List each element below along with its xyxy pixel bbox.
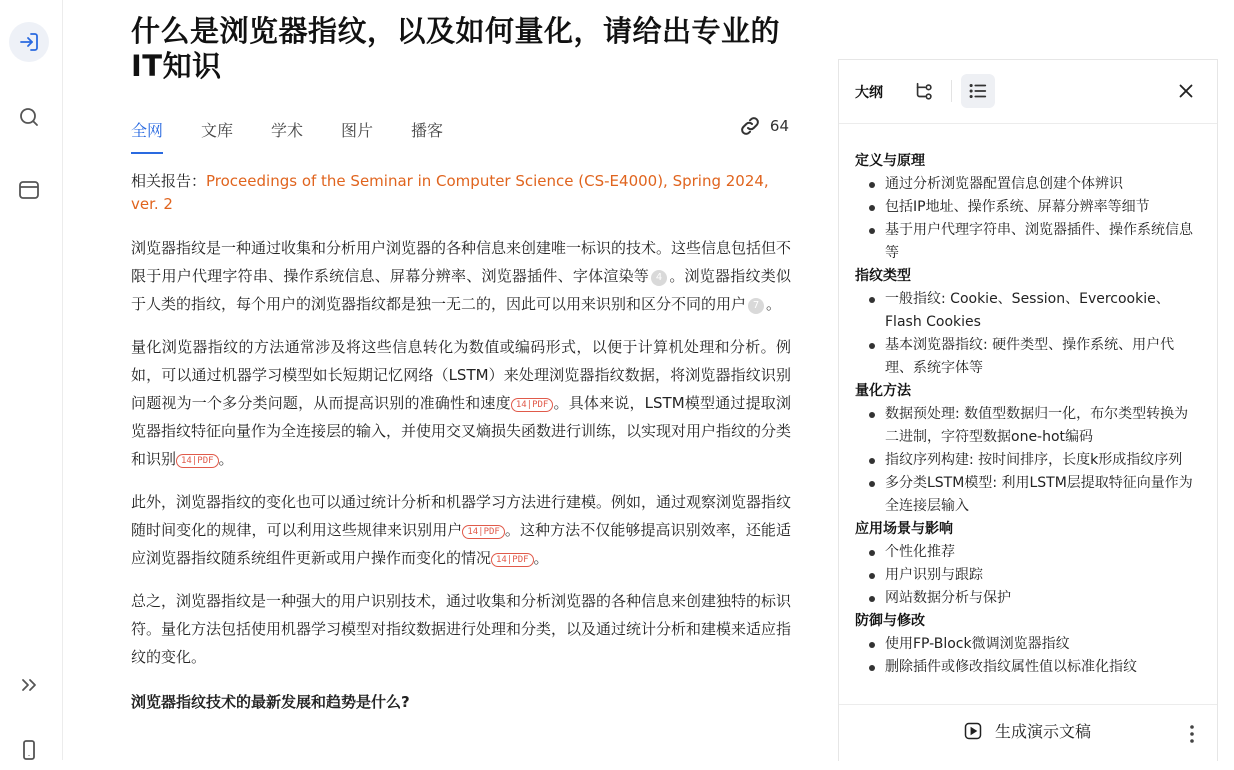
outline-item[interactable]: 个性化推荐 bbox=[855, 541, 1201, 564]
browser-window-icon[interactable] bbox=[9, 170, 49, 210]
outline-item[interactable]: 用户识别与跟踪 bbox=[855, 564, 1201, 587]
outline-panel-footer bbox=[839, 704, 1217, 762]
paragraph-text: 此外，浏览器指纹的变化也可以通过统计分析和机器学习方法进行建模。例如，通过观察浏览器指纹随时间变化的规律，可以利用这些规律来识别用户 bbox=[131, 493, 792, 539]
page-title: 什么是浏览器指纹，以及如何量化，请给出专业的IT知识 bbox=[131, 14, 781, 83]
mobile-icon[interactable] bbox=[9, 730, 49, 770]
list-outline-icon[interactable] bbox=[961, 74, 995, 108]
expand-icon[interactable] bbox=[9, 665, 49, 705]
paragraph-text: 。 bbox=[218, 450, 234, 468]
paragraph-text: 。这种方法不仅能够提高识别效率，还能适应浏览器指纹随系统组件更新或用户操作而变化的情况 bbox=[131, 521, 791, 567]
source-count: 64 bbox=[769, 117, 789, 135]
outline-section-heading[interactable]: 防御与修改 bbox=[855, 613, 925, 629]
paragraph-text: 量化浏览器指纹的方法通常涉及将这些信息转化为数值或编码形式，以便于计算机处理和分析。例如，可以通过机器学习模型如长短期记忆网络（LSTM）来处理浏览器指纹数据，将浏览器指纹识别问题视为一个多分类问题，从而提高识别的准确性和速度 bbox=[131, 338, 791, 412]
tab-library[interactable]: 文库 bbox=[201, 121, 234, 140]
pdf-citation-badge[interactable]: 14|PDF bbox=[491, 553, 534, 567]
outline-panel-header bbox=[839, 60, 1217, 124]
tab-podcast[interactable]: 播客 bbox=[411, 121, 444, 140]
outline-item[interactable]: 指纹序列构建: 按时间排序，长度k形成指纹序列 bbox=[855, 449, 1201, 472]
paragraph-summary: 总之，浏览器指纹是一种强大的用户识别技术，通过收集和分析浏览器的各种信息来创建独特的标识符。量化方法包括使用机器学习模型对指纹数据进行处理和分类，以及通过统计分析和建模来适应指纹的变化。 bbox=[131, 592, 792, 666]
outline-item[interactable]: 包括IP地址、操作系统、屏幕分辨率等细节 bbox=[855, 196, 1201, 219]
outline-section-heading[interactable]: 定义与原理 bbox=[855, 153, 925, 169]
outline-item[interactable]: 数据预处理: 数值型数据归一化，布尔类型转换为二进制，字符型数据one-hot编码 bbox=[855, 403, 1201, 449]
outline-item[interactable]: 删除插件或修改指纹属性值以标准化指纹 bbox=[855, 656, 1201, 679]
sources-button[interactable] bbox=[738, 114, 789, 138]
outline-panel bbox=[838, 59, 1218, 761]
generate-presentation-label: 生成演示文稿 bbox=[995, 722, 1092, 741]
mindmap-icon[interactable] bbox=[907, 74, 941, 108]
tab-images[interactable]: 图片 bbox=[341, 121, 374, 140]
left-rail bbox=[0, 0, 63, 760]
presentation-play-icon bbox=[963, 721, 983, 741]
related-report bbox=[131, 170, 791, 216]
close-icon[interactable] bbox=[1169, 74, 1203, 108]
outline-item[interactable]: 通过分析浏览器配置信息创建个体辨识 bbox=[855, 173, 1201, 196]
outline-list bbox=[855, 150, 1201, 679]
outline-item[interactable]: 基于用户代理字符串、浏览器插件、操作系统信息等 bbox=[855, 219, 1201, 265]
tab-academic[interactable]: 学术 bbox=[271, 121, 304, 140]
login-icon[interactable] bbox=[9, 22, 49, 62]
tab-all-web[interactable]: 全网 bbox=[131, 121, 164, 140]
paragraph-text: 。 bbox=[766, 295, 782, 313]
outline-section-heading[interactable]: 指纹类型 bbox=[855, 268, 911, 284]
report-link[interactable]: Proceedings of the Seminar in Computer Science (CS-E4000), Spring 2024, ver. 2 bbox=[131, 172, 769, 213]
article bbox=[131, 0, 793, 711]
paragraph-definition bbox=[131, 234, 791, 318]
active-tab-indicator bbox=[131, 152, 163, 154]
paragraph-text: 。 bbox=[533, 549, 549, 567]
outline-section-heading[interactable]: 量化方法 bbox=[855, 383, 911, 399]
pdf-citation-badge[interactable]: 14|PDF bbox=[176, 454, 219, 468]
outline-item[interactable]: 网站数据分析与保护 bbox=[855, 587, 1201, 610]
outline-item[interactable]: 一般指纹: Cookie、Session、Evercookie、Flash Cookies bbox=[855, 288, 1201, 334]
more-options-icon[interactable] bbox=[1187, 723, 1197, 745]
citation-marker[interactable]: 7 bbox=[748, 298, 764, 314]
outline-item[interactable]: 使用FP-Block微调浏览器指纹 bbox=[855, 633, 1201, 656]
citation-marker[interactable]: 4 bbox=[651, 270, 667, 286]
outline-item[interactable]: 基本浏览器指纹: 硬件类型、操作系统、用户代理、系统字体等 bbox=[855, 334, 1201, 380]
answer-body bbox=[131, 170, 791, 712]
followup-question[interactable]: 浏览器指纹技术的最新发展和趋势是什么? bbox=[131, 693, 410, 711]
paragraph-text: 。浏览器指纹类似于人类的指纹，每个用户的浏览器指纹都是独一无二的，因此可以用来识别和区分不同的用户 bbox=[131, 267, 791, 313]
paragraph-quantification bbox=[131, 333, 791, 473]
outline-panel-title: 大纲 bbox=[855, 85, 883, 101]
pdf-citation-badge[interactable]: 14|PDF bbox=[511, 398, 554, 412]
header-divider bbox=[951, 80, 952, 102]
generate-presentation-button[interactable] bbox=[963, 719, 1091, 742]
search-icon[interactable] bbox=[9, 97, 49, 137]
outline-item[interactable]: 多分类LSTM模型: 利用LSTM层提取特征向量作为全连接层输入 bbox=[855, 472, 1201, 518]
source-tabs bbox=[131, 114, 793, 158]
paragraph-text: 。具体来说，LSTM模型通过提取浏览器指纹特征向量作为全连接层的输入，并使用交叉熵损失函数进行训练，以实现对用户指纹的分类和识别 bbox=[131, 394, 792, 468]
paragraph-modeling bbox=[131, 488, 791, 572]
report-label: 相关报告： bbox=[131, 172, 207, 190]
paragraph-text: 浏览器指纹是一种通过收集和分析用户浏览器的各种信息来创建唯一标识的技术。这些信息包括但不限于用户代理字符串、操作系统信息、屏幕分辨率、浏览器插件、字体渲染等 bbox=[131, 239, 792, 285]
link-icon bbox=[738, 114, 762, 138]
outline-section-heading[interactable]: 应用场景与影响 bbox=[855, 521, 953, 537]
pdf-citation-badge[interactable]: 14|PDF bbox=[462, 525, 505, 539]
